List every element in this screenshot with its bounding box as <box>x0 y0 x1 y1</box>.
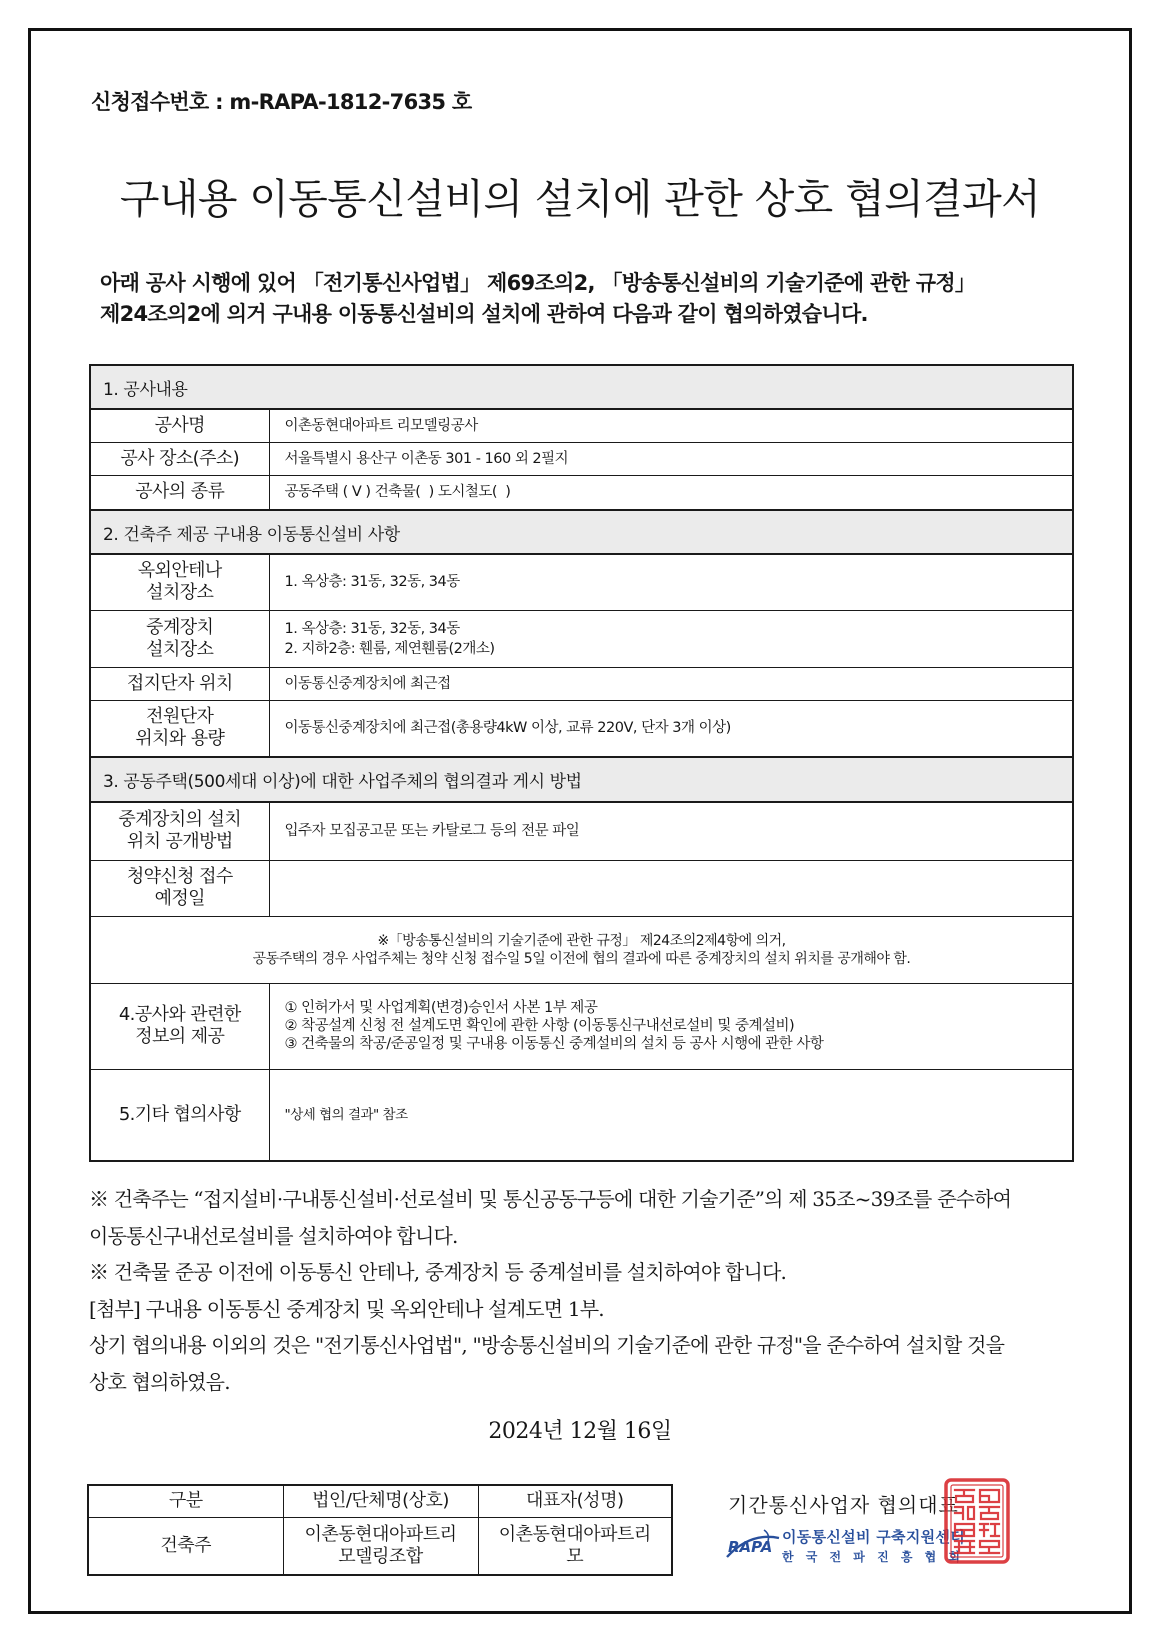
association-name: 한 국 전 파 진 흥 협 회 <box>782 1550 964 1564</box>
disclosure-method-row <box>90 802 1073 860</box>
intro-paragraph <box>100 268 1110 330</box>
ground-terminal-row <box>90 667 1073 700</box>
note-line: 상호 협의하였음. <box>89 1369 230 1394</box>
signatory-row <box>88 1517 672 1575</box>
repeater-location-line: 2. 지하2층: 휀룸, 제연휀룸(2개소) <box>284 640 495 657</box>
seal-glyph <box>955 1541 974 1553</box>
intro-line: 제24조의2에 의거 구내용 이동통신설비의 설치에 관하여 다음과 같이 협의하였습니다. <box>100 302 868 326</box>
note-line: 상기 협의내용 이외의 것은 "전기통신사업법", "방송통신설비의 기술기준에 관한 규정"을 준수하여 설치할 것을 <box>89 1333 1005 1357</box>
note-line: [첨부] 구내용 이동통신 중계장치 및 옥외안테나 설계도면 1부. <box>89 1296 604 1321</box>
support-center-name: 이동통신설비 구축지원센터 <box>782 1528 966 1546</box>
section-2-row <box>90 510 1073 554</box>
info-provision-item: ① 인허가서 및 사업계획(변경)승인서 사본 1부 제공 <box>284 1000 598 1016</box>
notes-block <box>89 1181 1089 1400</box>
info-provision-value <box>269 983 1073 1069</box>
project-location-row <box>90 442 1073 475</box>
seal-glyph <box>955 1507 974 1519</box>
other-matters-value: "상세 협의 결과" 참조 <box>269 1069 1073 1161</box>
other-matters-row <box>90 1069 1073 1161</box>
seal-glyph <box>980 1524 999 1536</box>
power-terminal-value: 이동통신중계장치에 최근접(총용량4kW 이상, 교류 220V, 단자 3개 이상) <box>269 700 1073 757</box>
section-2-title: 2. 건축주 제공 구내용 이동통신설비 사항 <box>90 510 1073 554</box>
ground-terminal-label: 접지단자 위치 <box>90 667 269 700</box>
info-provision-item: ③ 건축물의 착공/준공일정 및 구내용 이동통신 중계설비의 설치 등 공사 시행에 관한 사항 <box>284 1036 824 1052</box>
note-line: ※ 건축주는 “접지설비·구내통신설비·선로설비 및 통신공동구등에 대한 기술기준”의 제 35조~39조를 준수하여 <box>89 1187 1012 1211</box>
notice-cell <box>90 916 1073 983</box>
note-line: 이동통신구내선로설비를 설치하여야 합니다. <box>89 1223 458 1248</box>
intro-line: 아래 공사 시행에 있어 「전기통신사업법」 제69조의2, 「방송통신설비의 기술기준에 관한 규정」 <box>100 271 976 295</box>
subscription-date-row <box>90 860 1073 916</box>
ground-terminal-value: 이동통신중계장치에 최근접 <box>269 667 1073 700</box>
info-provision-label: 4.공사와 관련한 정보의 제공 <box>90 983 269 1069</box>
seal-glyph <box>955 1490 974 1502</box>
notice-line: 공동주택의 경우 사업주체는 청약 신청 접수일 5일 이전에 협의 결과에 따른 중계장치의 설치 위치를 공개해야 함. <box>252 950 911 967</box>
subscription-date-label: 청약신청 접수 예정일 <box>90 860 269 916</box>
rapa-logo-text: RAPA <box>728 1538 773 1556</box>
seal-glyph <box>955 1524 974 1536</box>
signatory-header-organization: 법인/단체명(상호) <box>283 1485 478 1517</box>
seal-glyph <box>980 1490 999 1502</box>
notice-line: ※「방송통신설비의 기술기준에 관한 규정」 제24조의2제4항에 의거, <box>377 932 786 949</box>
section-1-row <box>90 365 1073 409</box>
disclosure-method-label: 중계장치의 설치 위치 공개방법 <box>90 802 269 860</box>
antenna-location-value <box>269 554 1073 610</box>
antenna-location-label: 옥외안테나 설치장소 <box>90 554 269 610</box>
project-location-label: 공사 장소(주소) <box>90 442 269 475</box>
power-terminal-row <box>90 700 1073 757</box>
info-provision-item: ② 착공설계 신청 전 설계도면 확인에 관한 사항 (이동통신구내선로설비 및 중계설비) <box>284 1018 795 1034</box>
signatory-header-representative: 대표자(성명) <box>478 1485 672 1517</box>
other-matters-label: 5.기타 협의사항 <box>90 1069 269 1161</box>
project-name-value: 이촌동현대아파트 리모델링공사 <box>269 409 1073 442</box>
subscription-date-value <box>269 860 1073 916</box>
seal-glyphs <box>955 1490 999 1553</box>
rapa-logo <box>724 1524 782 1564</box>
project-type-value: 공동주택 ( V ) 건축물( ) 도시철도( ) <box>269 475 1073 510</box>
repeater-location-value <box>269 610 1073 667</box>
disclosure-method-value: 입주자 모집공고문 또는 카탈로그 등의 전문 파일 <box>269 802 1073 860</box>
signatory-header-category: 구분 <box>88 1485 283 1517</box>
agreement-date: 2024년 12월 16일 <box>488 1419 672 1444</box>
section-3-row <box>90 757 1073 802</box>
repeater-location-line: 1. 옥상층: 31동, 32동, 34동 <box>284 620 460 637</box>
repeater-location-label: 중계장치 설치장소 <box>90 610 269 667</box>
notice-row <box>90 916 1073 983</box>
project-location-value: 서울특별시 용산구 이촌동 301 - 160 외 2필지 <box>269 442 1073 475</box>
signatory-category: 건축주 <box>88 1517 283 1575</box>
receipt-number: 신청접수번호 : m-RAPA-1812-7635 호 <box>91 90 472 114</box>
section-1-title: 1. 공사내용 <box>90 365 1073 409</box>
project-type-row <box>90 475 1073 510</box>
antenna-location-line: 1. 옥상층: 31동, 32동, 34동 <box>284 574 460 591</box>
project-name-label: 공사명 <box>90 409 269 442</box>
signatory-representative: 이촌동현대아파트리 모 <box>478 1517 672 1575</box>
project-type-label: 공사의 종류 <box>90 475 269 510</box>
power-terminal-label: 전원단자 위치와 용량 <box>90 700 269 757</box>
seal-glyph <box>980 1541 999 1553</box>
section-3-title: 3. 공동주택(500세대 이상)에 대한 사업주체의 협의결과 게시 방법 <box>90 757 1073 802</box>
telecom-representative-label: 기간통신사업자 협의대표 <box>728 1493 959 1517</box>
signatory-table <box>87 1484 673 1576</box>
note-line: ※ 건축물 준공 이전에 이동통신 안테나, 중계장치 등 중계설비를 설치하여야 합니다. <box>89 1260 787 1284</box>
seal-glyph <box>980 1507 999 1519</box>
repeater-location-row <box>90 610 1073 667</box>
antenna-location-row <box>90 554 1073 610</box>
agreement-table <box>89 364 1074 1162</box>
document-title: 구내용 이동통신설비의 설치에 관한 상호 협의결과서 <box>119 175 1041 223</box>
project-name-row <box>90 409 1073 442</box>
signatory-header-row <box>88 1485 672 1517</box>
seal-stamp <box>944 1478 1010 1564</box>
info-provision-row <box>90 983 1073 1069</box>
signatory-organization: 이촌동현대아파트리 모델링조합 <box>283 1517 478 1575</box>
